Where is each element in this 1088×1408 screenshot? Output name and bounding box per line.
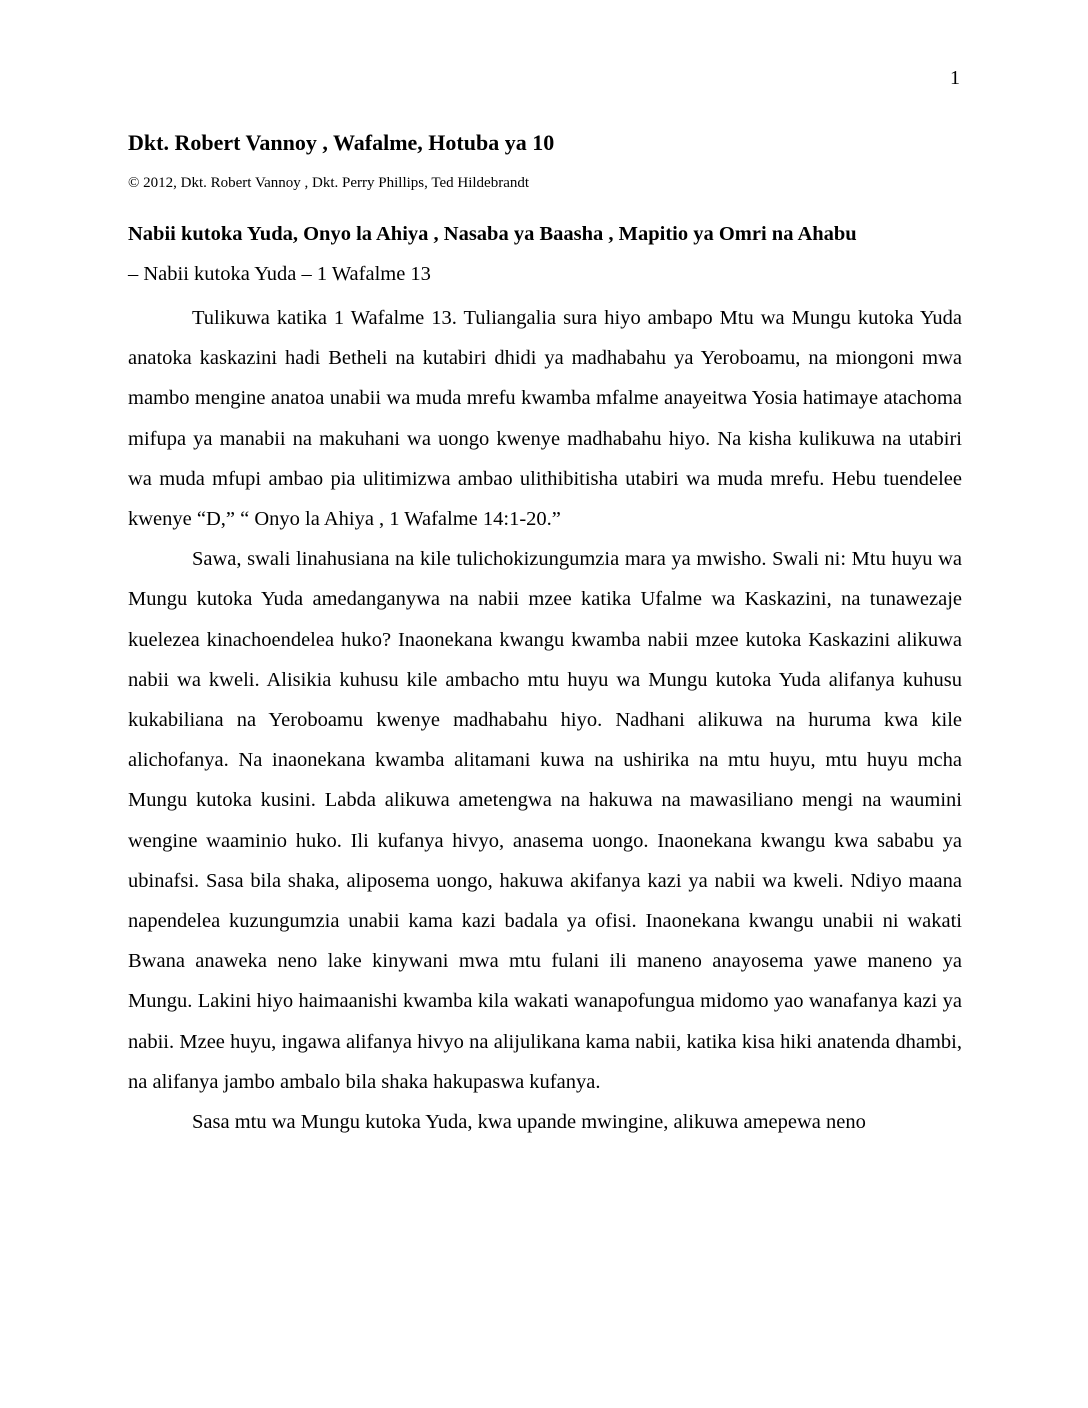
section-heading: Nabii kutoka Yuda, Onyo la Ahiya , Nasaba ya Baasha , Mapitio ya Omri na Ahabu <box>128 223 857 245</box>
lecture-title: Dkt. Robert Vannoy , Wafalme, Hotuba ya 10 <box>128 130 555 155</box>
copyright-line: © 2012, Dkt. Robert Vannoy , Dkt. Perry Phillips, Ted Hildebrandt <box>128 175 530 191</box>
body-text <box>128 298 962 1142</box>
page-number: 1 <box>950 67 960 89</box>
section-subheading: – Nabii kutoka Yuda – 1 Wafalme 13 <box>128 263 431 285</box>
paragraph-2: Sawa, swali linahusiana na kile tulichokizungumzia mara ya mwisho. Swali ni: Mtu huyu wa Mungu kutoka Yuda amedanganywa na nabii mzee katika Ufalme wa Kaskazini, na tunawezaje kuelezea kinachoendelea huko? Inaonekana kwangu kwamba nabii mzee kutoka Kaskazini alikuwa nabii wa kweli. Alisikia kuhusu kile ambacho mtu huyu wa Mungu kutoka Yuda alifanya kuhusu kukabiliana na Yeroboamu kwenye madhabahu hiyo. Nadhani alikuwa na huruma kwa kile alichofanya. Na inaonekana kwamba alitamani kuwa na ushirika na mtu huyu, mtu huyu mcha Mungu kutoka kusini. Labda alikuwa ametengwa na hakuwa na mawasiliano mengi na waumini wengine waaminio huko. Ili kufanya hivyo, anasema uongo. Inaonekana kwangu kwa sababu ya ubinafsi. Sasa bila shaka, aliposema uongo, hakuwa akifanya kazi ya nabii wa kweli. Ndiyo maana napendelea kuzungumzia unabii kama kazi badala ya ofisi. Inaonekana kwangu unabii ni wakati Bwana anaweka neno lake kinywani mwa mtu fulani ili maneno anayosema yawe maneno ya Mungu. Lakini hiyo haimaanishi kwamba kila wakati wanapofungua midomo yao wanafanya kazi ya nabii. Mzee huyu, ingawa alifanya hivyo na alijulikana kama nabii, katika kisa hiki anatenda dhambi, na alifanya jambo ambalo bila shaka hakupaswa kufanya. <box>128 548 962 1093</box>
paragraph-3: Sasa mtu wa Mungu kutoka Yuda, kwa upande mwingine, alikuwa amepewa neno <box>192 1111 866 1134</box>
paragraph-1: Tulikuwa katika 1 Wafalme 13. Tuliangalia sura hiyo ambapo Mtu wa Mungu kutoka Yuda anatoka kaskazini hadi Betheli na kutabiri dhidi ya madhabahu ya Yeroboamu, na miongoni mwa mambo mengine anatoa unabii wa muda mrefu kwamba mfalme anayeitwa Yosia hatimaye atachoma mifupa ya manabii na makuhani wa uongo kwenye madhabahu hiyo. Na kisha kulikuwa na utabiri wa muda mfupi ambao pia ulitimizwa ambao ulithibitisha utabiri wa muda mrefu. Hebu tuendelee kwenye “D,” “ Onyo la Ahiya , 1 Wafalme 14:1-20.” <box>128 307 962 531</box>
